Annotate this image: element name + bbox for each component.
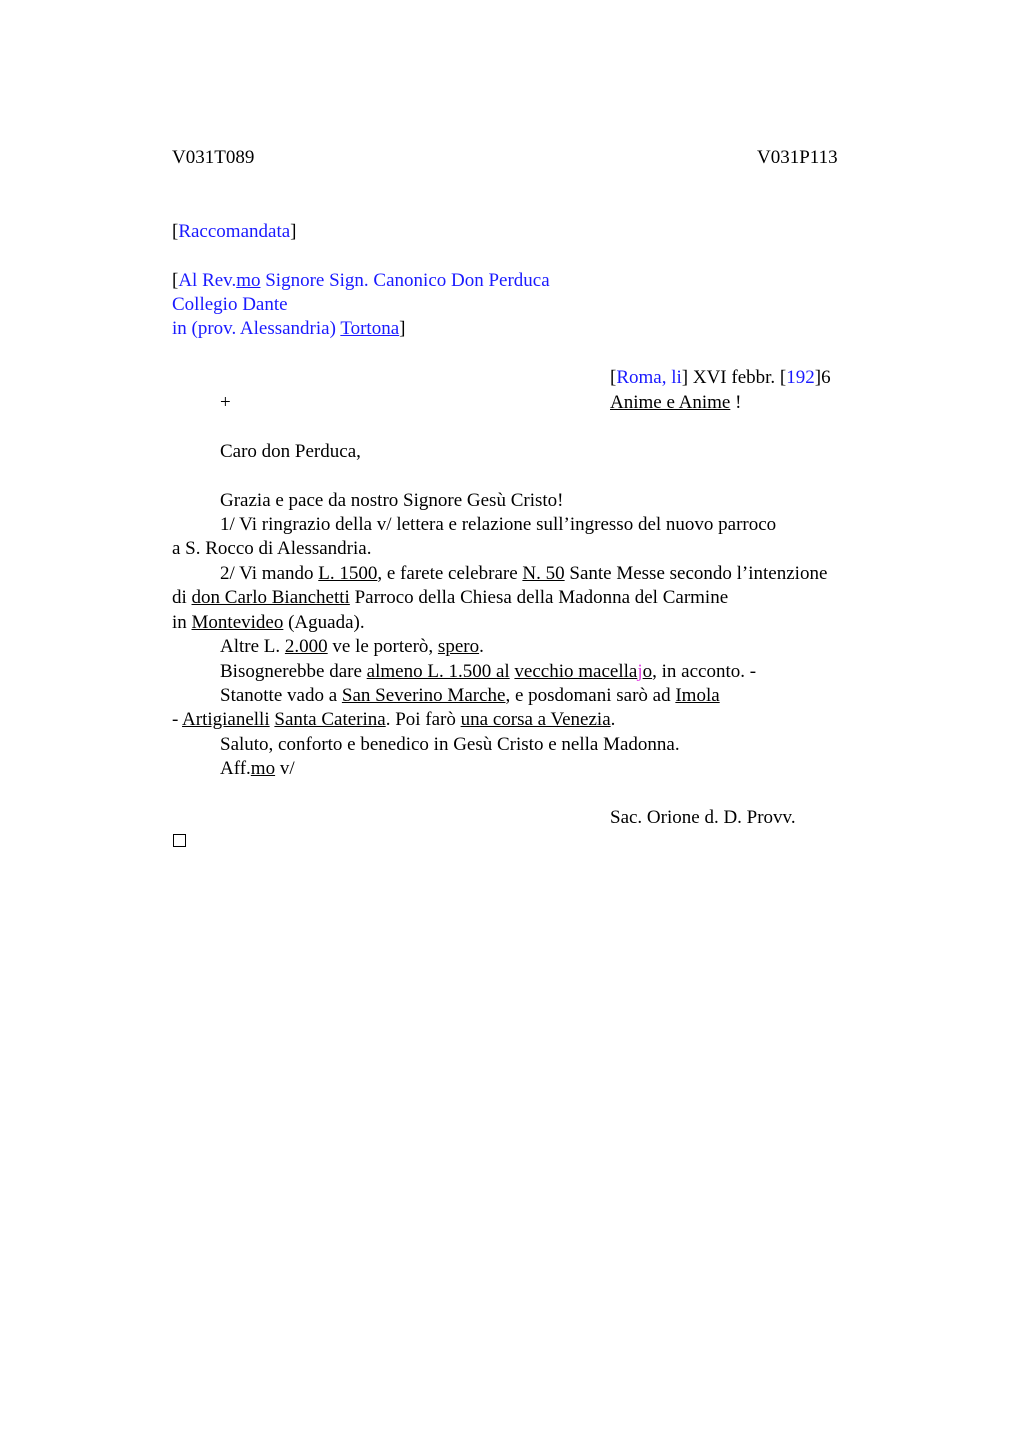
place-san-severino: San Severino Marche xyxy=(341,685,506,706)
recipient-city: Tortona xyxy=(340,318,400,339)
cross-symbol: + xyxy=(220,392,231,413)
document-code-left: V031T089 xyxy=(172,147,255,168)
city-montevideo: Montevideo xyxy=(191,612,284,633)
dateline-date: XVI febbr. xyxy=(688,367,780,388)
trip-venezia: una corsa a Venezia xyxy=(460,709,611,730)
amount-underlined: L. 1500 xyxy=(318,563,378,584)
registered-mail-note: [Raccomandata] xyxy=(172,221,297,242)
closing: Aff.mo v/ xyxy=(220,758,295,779)
paragraph-2-line-1: 2/ Vi mando L. 1500, e farete celebrare N. 50 Sante Messe secondo l’intenzione xyxy=(220,563,828,584)
old-butcher: vecchio macellajo xyxy=(514,661,653,682)
place-imola: Imola xyxy=(675,685,720,706)
masses-count: N. 50 xyxy=(522,563,565,584)
recipient-province: in (prov. Alessandria) xyxy=(172,318,341,339)
editorial-correction: j xyxy=(637,661,643,682)
greeting-line: Grazia e pace da nostro Signore Gesù Cristo! xyxy=(220,490,564,511)
paragraph-1-line-2: a S. Rocco di Alessandria. xyxy=(172,538,372,559)
paragraph-5: Stanotte vado a San Severino Marche, e posdomani sarò ad Imola xyxy=(220,685,720,706)
salutation: Caro don Perduca, xyxy=(220,441,361,462)
registered-label: Raccomandata xyxy=(178,221,291,242)
dateline-place: Roma, li xyxy=(616,367,682,388)
closing-abbr: mo xyxy=(250,758,276,779)
amount-2000: 2.000 xyxy=(284,636,328,657)
place-artigianelli: Artigianelli xyxy=(182,709,270,730)
paragraph-6: - Artigianelli Santa Caterina. Poi farò una corsa a Venezia. xyxy=(172,709,616,730)
motto: Anime e Anime ! xyxy=(610,392,742,413)
document-code-right: V031P113 xyxy=(757,147,838,168)
priest-name: don Carlo Bianchetti xyxy=(191,587,350,608)
place-santa-caterina: Santa Caterina xyxy=(274,709,386,730)
recipient-title-prefix: Al Rev. xyxy=(178,270,237,291)
amount-1500: almeno L. 1.500 al xyxy=(366,661,510,682)
signature: Sac. Orione d. D. Provv. xyxy=(610,807,796,828)
paragraph-1-line-1: 1/ Vi ringrazio della v/ lettera e relazione sull’ingresso del nuovo parroco xyxy=(220,514,777,535)
paragraph-2-line-2: di don Carlo Bianchetti Parroco della Chiesa della Madonna del Carmine xyxy=(172,587,729,608)
paragraph-2-line-3: in Montevideo (Aguada). xyxy=(172,612,365,633)
recipient-line-1: [Al Rev.mo Signore Sign. Canonico Don Perduca xyxy=(172,270,550,291)
end-box-icon xyxy=(173,834,186,847)
recipient-name: Signore Sign. Canonico Don Perduca xyxy=(260,270,550,291)
dateline-year-suffix: 6 xyxy=(821,367,831,388)
recipient-line-3: in (prov. Alessandria) Tortona] xyxy=(172,318,406,339)
motto-text: Anime e Anime xyxy=(610,392,731,413)
paragraph-4: Bisognerebbe dare almeno L. 1.500 al vecchio macellajo, in acconto. - xyxy=(220,661,757,682)
word-spero: spero xyxy=(437,636,480,657)
recipient-title-abbr: mo xyxy=(236,270,261,291)
dateline: [Roma, li] XVI febbr. [192]6 xyxy=(610,367,831,388)
paragraph-3: Altre L. 2.000 ve le porterò, spero. xyxy=(220,636,484,657)
paragraph-7: Saluto, conforto e benedico in Gesù Cristo e nella Madonna. xyxy=(220,734,680,755)
dateline-year-prefix: 192 xyxy=(786,367,815,388)
recipient-line-2: Collegio Dante xyxy=(172,294,288,315)
